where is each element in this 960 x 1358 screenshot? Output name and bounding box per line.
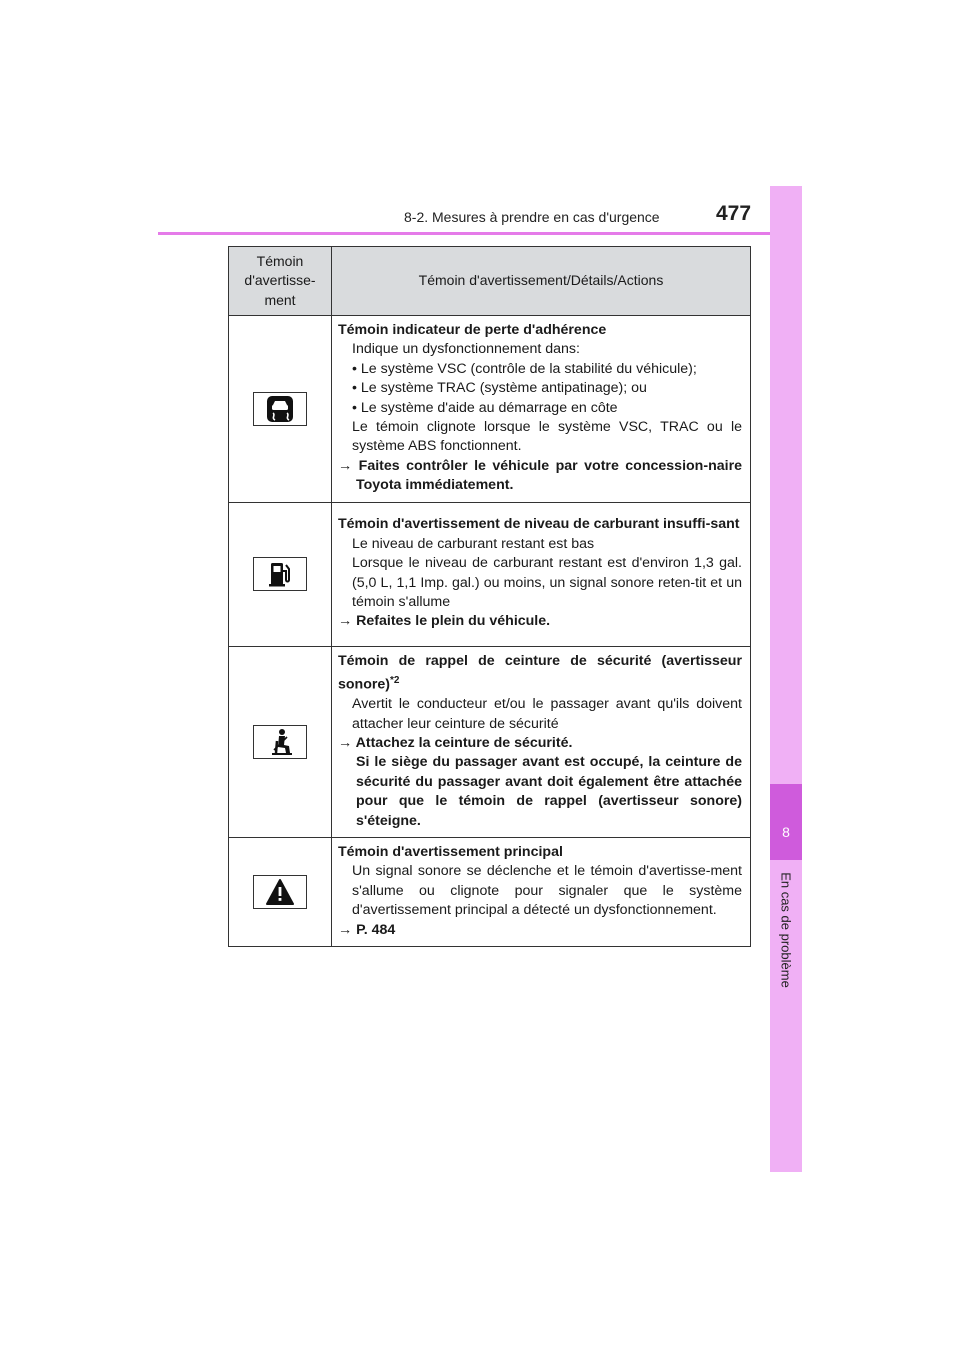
- col-header-icon: Témoin d'avertisse-ment: [229, 247, 332, 316]
- icon-cell: [229, 838, 332, 947]
- section-title: 8-2. Mesures à prendre en cas d'urgence: [404, 209, 660, 225]
- warning-lights-table: [228, 246, 751, 947]
- icon-cell: [229, 316, 332, 503]
- chapter-side-tab: [770, 186, 802, 1172]
- chapter-label: En cas de problème: [778, 872, 794, 988]
- chapter-active-marker: [770, 784, 802, 860]
- action-text: → Refaites le plein du véhicule.: [338, 613, 551, 630]
- details-cell: [332, 838, 751, 947]
- warning-title: Témoin d'avertissement de niveau de carburant insuffi-sant: [338, 516, 740, 533]
- detail-text: Le niveau de carburant restant est bas: [352, 535, 595, 552]
- fuel-pump-icon: [253, 557, 307, 591]
- chapter-number: 8: [782, 824, 790, 840]
- page-number: 477: [716, 202, 752, 225]
- detail-text: Un signal sonore se déclenche et le témoin d'avertisse-ment s'allume ou clignote pour signaler que le système d'avertissement principal a détecté un dysfonctionnement.: [352, 863, 742, 919]
- action-text: → Faites contrôler le véhicule par votre concession-naire Toyota immédiatement.: [338, 457, 742, 494]
- seatbelt-icon: [253, 725, 307, 759]
- warning-triangle-icon: [253, 875, 307, 909]
- page-reference-link[interactable]: → P. 484: [338, 921, 396, 938]
- table-row: [229, 316, 751, 503]
- detail-text: Indique un dysfonctionnement dans:: [352, 341, 580, 358]
- detail-text: Avertit le conducteur et/ou le passager avant qu'ils doivent attacher leur ceinture de sécurité: [352, 696, 742, 732]
- icon-cell: [229, 502, 332, 646]
- bullet-item: • Le système TRAC (système antipatinage); ou: [352, 380, 647, 397]
- action-detail-text: Si le siège du passager avant est occupé, la ceinture de sécurité du passager avant doit également être attachée pour que le témoin de rappel (avertisseur sonore) s'éteigne.: [356, 754, 742, 829]
- action-text: → Attachez la ceinture de sécurité.: [338, 735, 573, 752]
- details-cell: [332, 502, 751, 646]
- icon-cell: [229, 646, 332, 837]
- warning-title: [338, 652, 742, 696]
- warning-title: Témoin d'avertissement principal: [338, 844, 563, 861]
- detail-text: Le témoin clignote lorsque le système VSC, TRAC ou le système ABS fonctionnent.: [352, 419, 742, 455]
- bullet-item: • Le système VSC (contrôle de la stabilité du véhicule);: [352, 360, 697, 377]
- header-rule: [158, 232, 802, 235]
- detail-text: Lorsque le niveau de carburant restant est d'environ 1,3 gal. (5,0 L, 1,1 Imp. gal.) ou moins, un signal sonore reten-tit et un témoin s'allume: [352, 555, 742, 611]
- table-header-row: [229, 247, 751, 316]
- warning-title: Témoin indicateur de perte d'adhérence: [338, 322, 607, 338]
- details-cell: [332, 316, 751, 503]
- table-row: [229, 646, 751, 837]
- footnote-marker: *2: [390, 675, 400, 687]
- warning-title-text: Témoin de rappel de ceinture de sécurité (avertisseur sonore): [338, 652, 742, 693]
- table-row: [229, 502, 751, 646]
- col-header-details: Témoin d'avertissement/Détails/Actions: [332, 247, 751, 316]
- table-row: [229, 838, 751, 947]
- bullet-item: • Le système d'aide au démarrage en côte: [352, 399, 618, 416]
- slip-indicator-icon: [253, 392, 307, 426]
- details-cell: [332, 646, 751, 837]
